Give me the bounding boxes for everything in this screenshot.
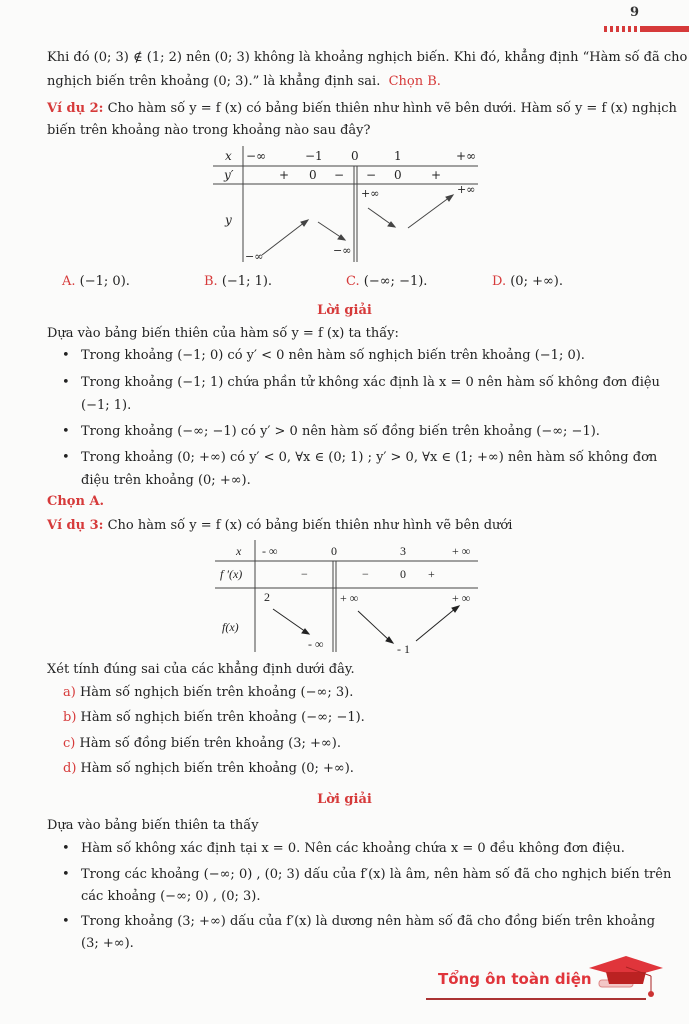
prompt-text: Cho hàm số y = f (x) có bảng biến thiên như hình vẽ bên dưới. Hàm số y = f (x) nghịch bbox=[107, 101, 677, 116]
bullet-text: (3; +∞). bbox=[81, 936, 134, 951]
option-key: C. bbox=[346, 274, 360, 289]
f-value: - 1 bbox=[397, 642, 410, 656]
bullet-text: (−1; 1). bbox=[81, 398, 132, 413]
x-value: - ∞ bbox=[262, 544, 278, 558]
f-value: + ∞ bbox=[340, 591, 359, 605]
statement-key: d) bbox=[63, 761, 77, 776]
x-value: 0 bbox=[351, 149, 359, 163]
bullet-text: Trong khoảng (−1; 0) có y′ < 0 nên hàm số nghịch biến trên khoảng (−1; 0). bbox=[81, 348, 585, 363]
choose-a: Chọn A. bbox=[47, 494, 105, 509]
bullet-text: Trong các khoảng (−∞; 0) , (0; 3) dấu của f′(x) là âm, nên hàm số đã cho nghịch biến trên bbox=[81, 867, 672, 882]
y-label: y bbox=[225, 213, 232, 227]
choose-b: Chọn B. bbox=[388, 74, 441, 89]
statement-a bbox=[63, 685, 353, 700]
solution-intro: Dựa vào bảng biến thiên của hàm số y = f (x) ta thấy: bbox=[47, 326, 399, 341]
yprime-label: y′ bbox=[224, 168, 234, 182]
footer-brand bbox=[426, 962, 666, 1000]
option-text: (−1; 1). bbox=[221, 274, 273, 289]
page-number: 9 bbox=[630, 5, 640, 20]
bullet-text: Hàm số không xác định tại x = 0. Nên các khoảng chứa x = 0 đều không đơn điệu. bbox=[81, 841, 625, 856]
example-label: Ví dụ 3: bbox=[47, 518, 104, 533]
x-value: −∞ bbox=[246, 149, 267, 163]
option-key: B. bbox=[204, 274, 218, 289]
sign: + bbox=[431, 168, 442, 182]
example-label: Ví dụ 2: bbox=[47, 101, 104, 116]
sign: + bbox=[279, 168, 290, 182]
bullet-text: Trong khoảng (0; +∞) có y′ < 0, ∀x ∈ (0; 1) ; y′ > 0, ∀x ∈ (1; +∞) nên hàm số không đơn bbox=[81, 450, 658, 465]
statements-prompt: Xét tính đúng sai của các khẳng định dưới đây. bbox=[47, 662, 355, 677]
solution-intro: Dựa vào bảng biến thiên ta thấy bbox=[47, 818, 259, 833]
statement-c bbox=[63, 736, 341, 751]
f-value: 2 bbox=[264, 590, 270, 604]
sign: 0 bbox=[400, 567, 406, 581]
sign: − bbox=[366, 168, 377, 182]
solution-title: Lời giải bbox=[317, 792, 372, 807]
arrow-down bbox=[358, 611, 390, 641]
statement-text: Hàm số nghịch biến trên khoảng (−∞; 3). bbox=[79, 685, 354, 700]
x-value: 1 bbox=[394, 149, 402, 163]
y-value: −∞ bbox=[245, 250, 264, 263]
intro-text: nghịch biến trên khoảng (0; 3).” là khẳng định sai. bbox=[47, 74, 381, 89]
bullet-text: Trong khoảng (−∞; −1) có y′ > 0 nên hàm số đồng biến trên khoảng (−∞; −1). bbox=[81, 424, 600, 439]
f-value: + ∞ bbox=[452, 591, 471, 605]
sign: − bbox=[334, 168, 345, 182]
bullet-text: Trong khoảng (3; +∞) dấu của f′(x) là dương nên hàm số đã cho đồng biến trên khoảng bbox=[81, 914, 656, 929]
f-label: f(x) bbox=[222, 620, 239, 634]
prompt-text: Cho hàm số y = f (x) có bảng biến thiên như hình vẽ bên dưới bbox=[107, 518, 513, 533]
sign: 0 bbox=[394, 168, 402, 182]
statement-key: c) bbox=[63, 736, 76, 751]
option-text: (−∞; −1). bbox=[363, 274, 428, 289]
statement-text: Hàm số nghịch biến trên khoảng (0; +∞). bbox=[80, 761, 354, 776]
statement-b bbox=[63, 710, 365, 725]
sign: 0 bbox=[309, 168, 317, 182]
statement-key: b) bbox=[63, 710, 77, 725]
fprime-label: f ′(x) bbox=[220, 567, 243, 581]
bullet-text: Trong khoảng (−1; 1) chứa phần tử không xác định là x = 0 nên hàm số không đơn điệu bbox=[81, 375, 660, 390]
f-value: - ∞ bbox=[308, 637, 324, 651]
statement-key: a) bbox=[63, 685, 76, 700]
x-label: x bbox=[236, 544, 242, 558]
arrow-down bbox=[273, 609, 306, 632]
y-value: −∞ bbox=[333, 244, 352, 257]
x-value: +∞ bbox=[456, 149, 477, 163]
solution-title: Lời giải bbox=[317, 303, 372, 318]
arrow-up bbox=[416, 608, 456, 641]
x-label: x bbox=[225, 149, 232, 163]
x-value: + ∞ bbox=[452, 544, 471, 558]
bullet-text: điệu trên khoảng (0; +∞). bbox=[81, 473, 251, 488]
x-value: 3 bbox=[400, 544, 406, 558]
y-value: +∞ bbox=[361, 187, 380, 200]
sign: − bbox=[301, 567, 308, 581]
y-value: +∞ bbox=[457, 183, 476, 196]
example-2-prompt-line2: biến trên khoảng nào trong khoảng nào sau đây? bbox=[47, 123, 371, 138]
option-key: D. bbox=[492, 274, 507, 289]
sign: − bbox=[362, 567, 369, 581]
x-value: 0 bbox=[331, 544, 337, 558]
intro-line: Khi đó (0; 3) ∉ (1; 2) nên (0; 3) không là khoảng nghịch biến. Khi đó, khẳng định “Hàm số đã cho bbox=[47, 50, 688, 65]
option-key: A. bbox=[62, 274, 76, 289]
statement-text: Hàm số nghịch biến trên khoảng (−∞; −1). bbox=[80, 710, 365, 725]
x-value: −1 bbox=[305, 149, 323, 163]
statement-text: Hàm số đồng biến trên khoảng (3; +∞). bbox=[79, 736, 341, 751]
brand-text: Tổng ôn toàn diện bbox=[438, 970, 592, 988]
sign: + bbox=[428, 567, 435, 581]
option-text: (−1; 0). bbox=[79, 274, 130, 289]
option-text: (0; +∞). bbox=[510, 274, 564, 289]
statement-d bbox=[63, 761, 354, 776]
graduation-cap-icon bbox=[581, 954, 671, 999]
bullet-text: các khoảng (−∞; 0) , (0; 3). bbox=[81, 889, 261, 904]
